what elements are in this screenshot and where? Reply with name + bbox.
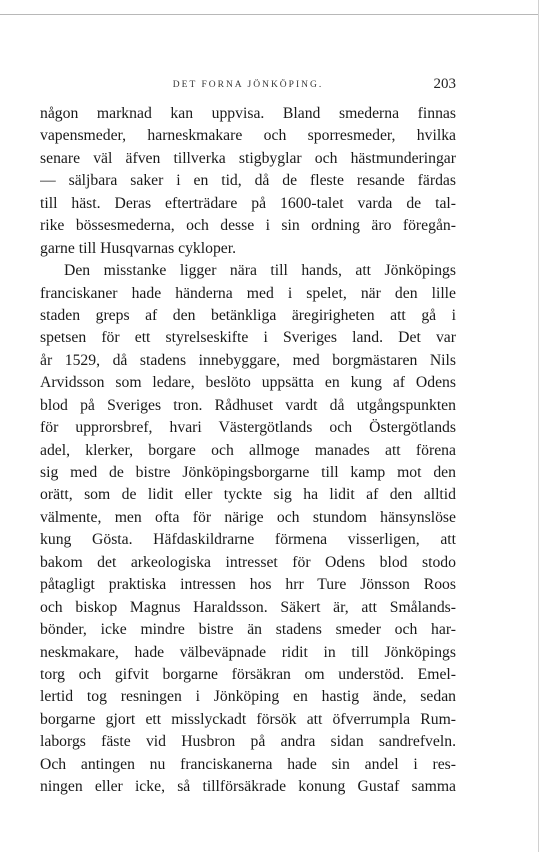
text-line: och biskop Magnus Haraldsson. Säkert är, att Smålands-	[40, 598, 456, 616]
paragraph-first-line: Den misstanke ligger nära till hands, att Jönköpings	[64, 262, 456, 280]
running-head: DET FORNA JÖNKÖPING.	[172, 80, 324, 90]
text-line: rike bössesmederna, och desse i sin ordning äro föregån-	[40, 217, 456, 235]
text-line: Arvidsson som ledare, beslöto uppsätta en kung af Odens	[40, 374, 456, 392]
text-line: blod på Sveriges tron. Rådhuset vardt då utgångspunkten	[40, 396, 456, 414]
body-text	[40, 103, 456, 799]
text-line: till häst. Deras efterträdare på 1600-talet varda de tal-	[40, 194, 456, 212]
top-edge-rule	[0, 14, 538, 15]
text-line: — säljbara saker i en tid, då de fleste resande färdas	[40, 172, 456, 190]
text-line: för upprorsbref, hvari Västergötlands och Östergötlands	[40, 419, 456, 437]
text-line: sig med de bistre Jönköpingsborgarne till kamp mot den	[40, 464, 456, 481]
text-line: år 1529, då stadens innebyggare, med borgmästaren Nils	[40, 351, 456, 369]
text-line: senare väl äfven tillverka stigbyglar och hästmunderingar	[40, 149, 456, 167]
text-line: adel, klerker, borgare och allmoge manades att förena	[40, 441, 456, 459]
text-line: orätt, som de lidit eller tyckte sig ha lidit af den alltid	[40, 486, 456, 504]
text-line: påtagligt praktiska intressen hos hrr Ture Jönsson Roos	[40, 576, 456, 594]
right-edge-rule	[538, 0, 539, 852]
text-line: spetsen för ett styrelseskifte i Sveriges land. Det var	[40, 329, 456, 347]
page-header	[40, 76, 456, 94]
text-line: lertid tog resningen i Jönköping en hastig ände, sedan	[40, 688, 456, 706]
text-line: garne till Husqvarnas cykloper.	[40, 239, 237, 257]
page-number: 203	[433, 76, 456, 92]
text-line: vapensmeder, harneskmakare och sporresmeder, hvilka	[40, 127, 456, 145]
text-line: franciskaner hade händerna med i spelet, när den lille	[40, 284, 456, 302]
text-line: ningen eller icke, så tillförsäkrade konung Gustaf samma	[40, 778, 456, 796]
text-line: välmente, men ofta för närige och stundom hänsynslöse	[40, 508, 456, 526]
text-line: torg och gifvit borgarne försäkran om understöd. Emel-	[40, 665, 456, 683]
text-line: laborgs fäste vid Husbron på andra sidan sandrefveln.	[40, 733, 456, 751]
text-line: staden greps af den betänkliga äregirigheten att gå i	[40, 306, 456, 324]
text-line: borgarne gjort ett misslyckadt försök att öfverrumpla Rum-	[40, 710, 456, 728]
text-line: neskmakare, hade välbeväpnade ridit in till Jönköpings	[40, 643, 456, 661]
text-line: bakom det arkeologiska intresset för Odens blod stodo	[40, 553, 456, 571]
text-line: någon marknad kan uppvisa. Bland smederna finnas	[40, 105, 456, 122]
text-line: kung Gösta. Häfdaskildrarne förmena visserligen, att	[40, 531, 456, 549]
text-line: bönder, icke mindre bistre än stadens smeder och har-	[40, 621, 456, 639]
text-line: Och antingen nu franciskanerna hade sin andel i res-	[40, 755, 456, 773]
